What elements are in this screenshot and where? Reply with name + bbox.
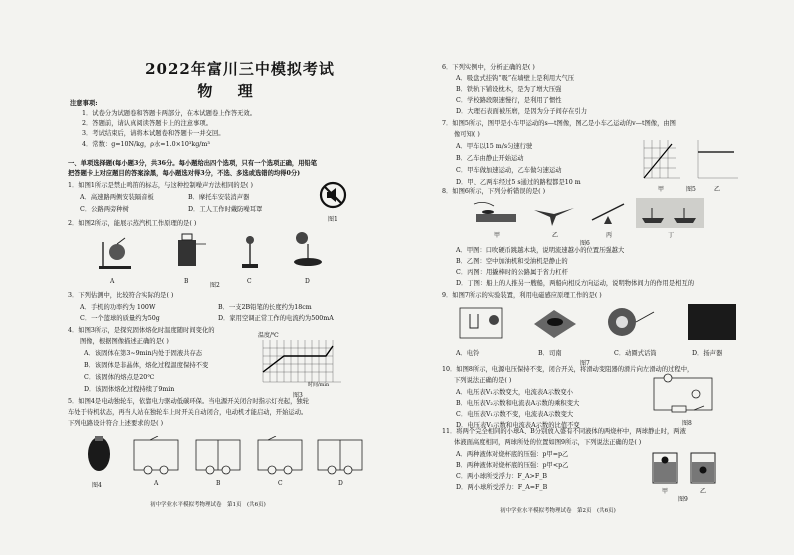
question-10-line2: 下列说法正确的是( ) xyxy=(454,377,512,384)
page-1-footer: 初中学业水平模拟考物理试卷 第1页 (共6页) xyxy=(150,502,266,508)
q9-option-d: D．扬声器 xyxy=(692,350,723,357)
fig8-label: 图8 xyxy=(682,420,692,427)
q9-option-c: C．动圈式话筒 xyxy=(614,350,657,357)
fig6-label-bing: 丙 xyxy=(606,232,613,239)
q8-option-b: B．乙图：空中加油机和受油机是静止的 xyxy=(456,258,568,265)
q1-option-a: A．高速路两侧安装隔音板 xyxy=(80,194,154,201)
fig2-b-apparatus-icon xyxy=(168,230,208,272)
circuit-option-c-icon xyxy=(254,436,306,476)
q6-option-a: A．吸盘式挂钩“吸”在墙壁上是利用大气压 xyxy=(456,75,575,82)
q1-option-c: C．公路两旁种树 xyxy=(80,206,129,213)
fig2-d-turbine-icon xyxy=(288,228,328,270)
q6-option-b: B．铁轨下铺设枕木，是为了增大压强 xyxy=(456,86,562,93)
q11-option-c: C．两小球所受浮力：F_A>F_B xyxy=(456,473,547,480)
note-line: 2．答题前，请认真阅读答题卡上的注意事项。 xyxy=(82,120,212,127)
fig9-label: 图9 xyxy=(678,496,688,503)
question-4-line2: 图像，根据图像描述正确的是( ) xyxy=(80,338,169,345)
fig4-option-c: C xyxy=(278,480,283,487)
q3-option-a: A．手机的功率约为 100W xyxy=(80,304,156,311)
q11-option-b: B．两种液体对烧杯底的压强：p甲<p乙 xyxy=(456,462,569,469)
fig4-option-d: D xyxy=(338,480,343,487)
fig1-label: 图1 xyxy=(328,216,338,223)
fig9-beaker-yi-icon xyxy=(688,450,718,486)
q10-option-c: C．电压表V₁示数不变，电流表A示数变大 xyxy=(456,411,574,418)
fig7-compass-icon xyxy=(530,304,580,344)
circuit-option-a-icon xyxy=(130,436,182,476)
q1-option-b: B．摩托车安装消声器 xyxy=(188,194,250,201)
fig4-label: 图4 xyxy=(92,482,102,489)
fig9-beaker-jia-icon xyxy=(650,450,680,486)
fig2-c-tube-icon xyxy=(235,230,265,272)
q7-option-c: C．甲车做加速运动，乙车做匀速运动 xyxy=(456,167,562,174)
question-8: 8．如图6所示，下列分析错误的是( ) xyxy=(442,188,546,195)
question-9: 9．如图7所示的实验装置，利用电磁感应原理工作的是( ) xyxy=(442,292,602,299)
fig2-label-a: A xyxy=(110,278,115,285)
note-line: 3．考试结束后，请将本试题卷和答题卡一并交回。 xyxy=(82,130,225,137)
note-line: 4．常数：g=10N/kg，ρ水=1.0×10³kg/m³ xyxy=(82,141,210,148)
page-2 xyxy=(420,0,794,555)
fig6-lever-icon xyxy=(588,198,628,228)
fig2-label-d: D xyxy=(305,278,310,285)
fig7-bell-icon xyxy=(456,304,506,344)
fig7-microphone-icon xyxy=(604,302,656,342)
q7-option-b: B．乙车由静止开始运动 xyxy=(456,155,524,162)
section-heading: 一、单项选择题(每小题3分，共36分。每小题给出四个选项，只有一个选项正确，用铅笔 xyxy=(68,160,318,167)
q4-option-b: B．该固体是非晶体，熔化过程温度保持不变 xyxy=(84,362,209,369)
q9-option-a: A．电铃 xyxy=(456,350,480,357)
note-line: 1．试卷分为试题卷和答题卡两部分，在本试题卷上作答无效。 xyxy=(82,110,257,117)
no-horn-sign-icon xyxy=(318,180,348,210)
fig3-melting-graph xyxy=(255,338,345,388)
fig9-label-yi: 乙 xyxy=(700,488,707,495)
question-6: 6．下列实例中，分析正确的是( ) xyxy=(442,64,535,71)
q8-option-a: A．甲图：口吹硬币跳越木块，说明流速越小的位置压强越大 xyxy=(456,247,625,254)
q4-option-c: C．该固体的熔点是20℃ xyxy=(84,374,155,381)
fig6-label: 图6 xyxy=(580,240,590,247)
fig5-label-jia: 甲 xyxy=(658,186,665,193)
fig2-label-b: B xyxy=(184,278,189,285)
question-4: 4．如图3所示，是探究固体熔化时温度随时间变化的 xyxy=(68,327,215,334)
fig2-a-flask-icon xyxy=(95,232,135,274)
fig3-xlabel: 时间/min xyxy=(308,382,330,388)
fig9-label-jia: 甲 xyxy=(662,488,669,495)
q3-option-c: C．一个篮球的质量约为50g xyxy=(80,315,160,322)
exam-subject: 物 理 xyxy=(197,82,263,100)
q3-option-d: D．家用空调正常工作的电流约为500mA xyxy=(218,315,334,322)
fig6-aircraft-icon xyxy=(530,198,578,228)
question-10: 10．如图8所示，电源电压保持不变，闭合开关，将滑动变阻器的滑片向左滑动的过程中， xyxy=(442,366,694,373)
q1-option-d: D．工人工作时戴防噪耳罩 xyxy=(188,206,263,213)
fig5-label: 图5 xyxy=(686,186,696,193)
q10-option-b: B．电压表V₂示数和电流表A示数的乘积变大 xyxy=(456,400,580,407)
question-1: 1．如图1所示是禁止鸣笛的标志，与这种控制噪声方法相同的是( ) xyxy=(68,182,253,189)
q11-option-d: D．两小球所受浮力：F_A=F_B xyxy=(456,484,548,491)
fig6-label-ding: 丁 xyxy=(668,232,675,239)
q3-option-b: B．一支2B铅笔的长度约为18cm xyxy=(218,304,312,311)
fig6-coin-icon xyxy=(472,198,520,228)
fig2-label: 图2 xyxy=(210,282,220,289)
fig6-label-yi: 乙 xyxy=(552,232,559,239)
question-7-line2: 像可知( ) xyxy=(454,131,480,138)
q6-option-c: C．学校路段限速慢行，是利用了惯性 xyxy=(456,97,562,104)
fig7-label: 图7 xyxy=(580,360,590,367)
question-5-line3: 下列电路设计符合上述要求的是( ) xyxy=(68,420,164,427)
fig5-st-graph xyxy=(638,138,682,182)
section-heading-2: 把答题卡上对应题目的答案涂黑，每小题选对得3分，不选、多选或选错的均得0分) xyxy=(68,170,301,177)
q8-option-c: C．丙图：用撬棒时的公路属于省力杠杆 xyxy=(456,269,568,276)
q10-option-a: A．电压表V₁示数变大，电流表A示数变小 xyxy=(456,389,573,396)
question-2: 2．如图2所示，能展示蒸汽机工作原理的是( ) xyxy=(68,220,197,227)
circuit-option-d-icon xyxy=(314,436,366,476)
q6-option-d: D．大理石表面被压磨，是因为分子间存在引力 xyxy=(456,108,587,115)
question-3: 3．下列估测中，比较符合实际的是( ) xyxy=(68,292,174,299)
notes-heading: 注意事项: xyxy=(70,100,98,107)
fig5-label-yi: 乙 xyxy=(714,186,721,193)
q10-option-d: D．电压表V₁示数和电流表A示数的比值不变 xyxy=(456,422,580,429)
question-5-line2: 车处于待机状态，再当人站在独轮车上时开关自动闭合，电动机才能启动，开始运动。 xyxy=(68,409,308,416)
fig7-speaker-icon xyxy=(686,302,738,342)
question-11-line2: 体液面高度相同，两球所处的位置如图9所示，下列说法正确的是( ) xyxy=(454,439,642,446)
circuit-option-b-icon xyxy=(192,436,244,476)
fig5-vt-graph xyxy=(692,138,740,182)
q11-option-a: A．两种液体对烧杯底的压强：p甲=p乙 xyxy=(456,451,569,458)
exam-title: 2022年富川三中模拟考试 xyxy=(145,60,335,78)
fig8-circuit-diagram xyxy=(648,372,718,416)
question-5: 5．如图4是电动独轮车，依靠电力驱动低碳环保。当电源开关闭合时指示灯亮起，独轮 xyxy=(68,398,309,405)
q7-option-a: A．甲车以15 m/s匀速行驶 xyxy=(456,143,533,150)
q8-option-d: D．丁图：船上的人推另一艘船，两船向相反方向运动，说明物体间力的作用是相互的 xyxy=(456,280,695,287)
fig3-label: 图3 xyxy=(293,392,303,399)
unicycle-photo-icon xyxy=(82,432,116,476)
fig2-label-c: C xyxy=(247,278,252,285)
q7-option-d: D．甲、乙两车经过5 s通过的路程都是10 m xyxy=(456,179,581,186)
fig3-ylabel: 温度/℃ xyxy=(258,332,279,339)
fig6-boats-photo-icon xyxy=(636,198,704,228)
fig6-label-jia: 甲 xyxy=(494,232,501,239)
q4-option-a: A．该固体在第3~9min内处于固液共存态 xyxy=(84,350,203,357)
question-11: 11．将两个完全相同的小球A、B分别放入盛有不同液体的两烧杯中，两球静止时，两液 xyxy=(442,428,686,435)
q9-option-b: B．司南 xyxy=(538,350,562,357)
fig4-option-a: A xyxy=(154,480,159,487)
page-2-footer: 初中学业水平模拟考物理试卷 第2页 (共6页) xyxy=(500,508,616,514)
question-7: 7．如图5所示，图甲是小车甲运动的s—t图像，图乙是小车乙运动的v—t图像，由图 xyxy=(442,120,676,127)
q4-option-d: D．该固体熔化过程持续了9min xyxy=(84,386,175,393)
fig4-option-b: B xyxy=(216,480,221,487)
